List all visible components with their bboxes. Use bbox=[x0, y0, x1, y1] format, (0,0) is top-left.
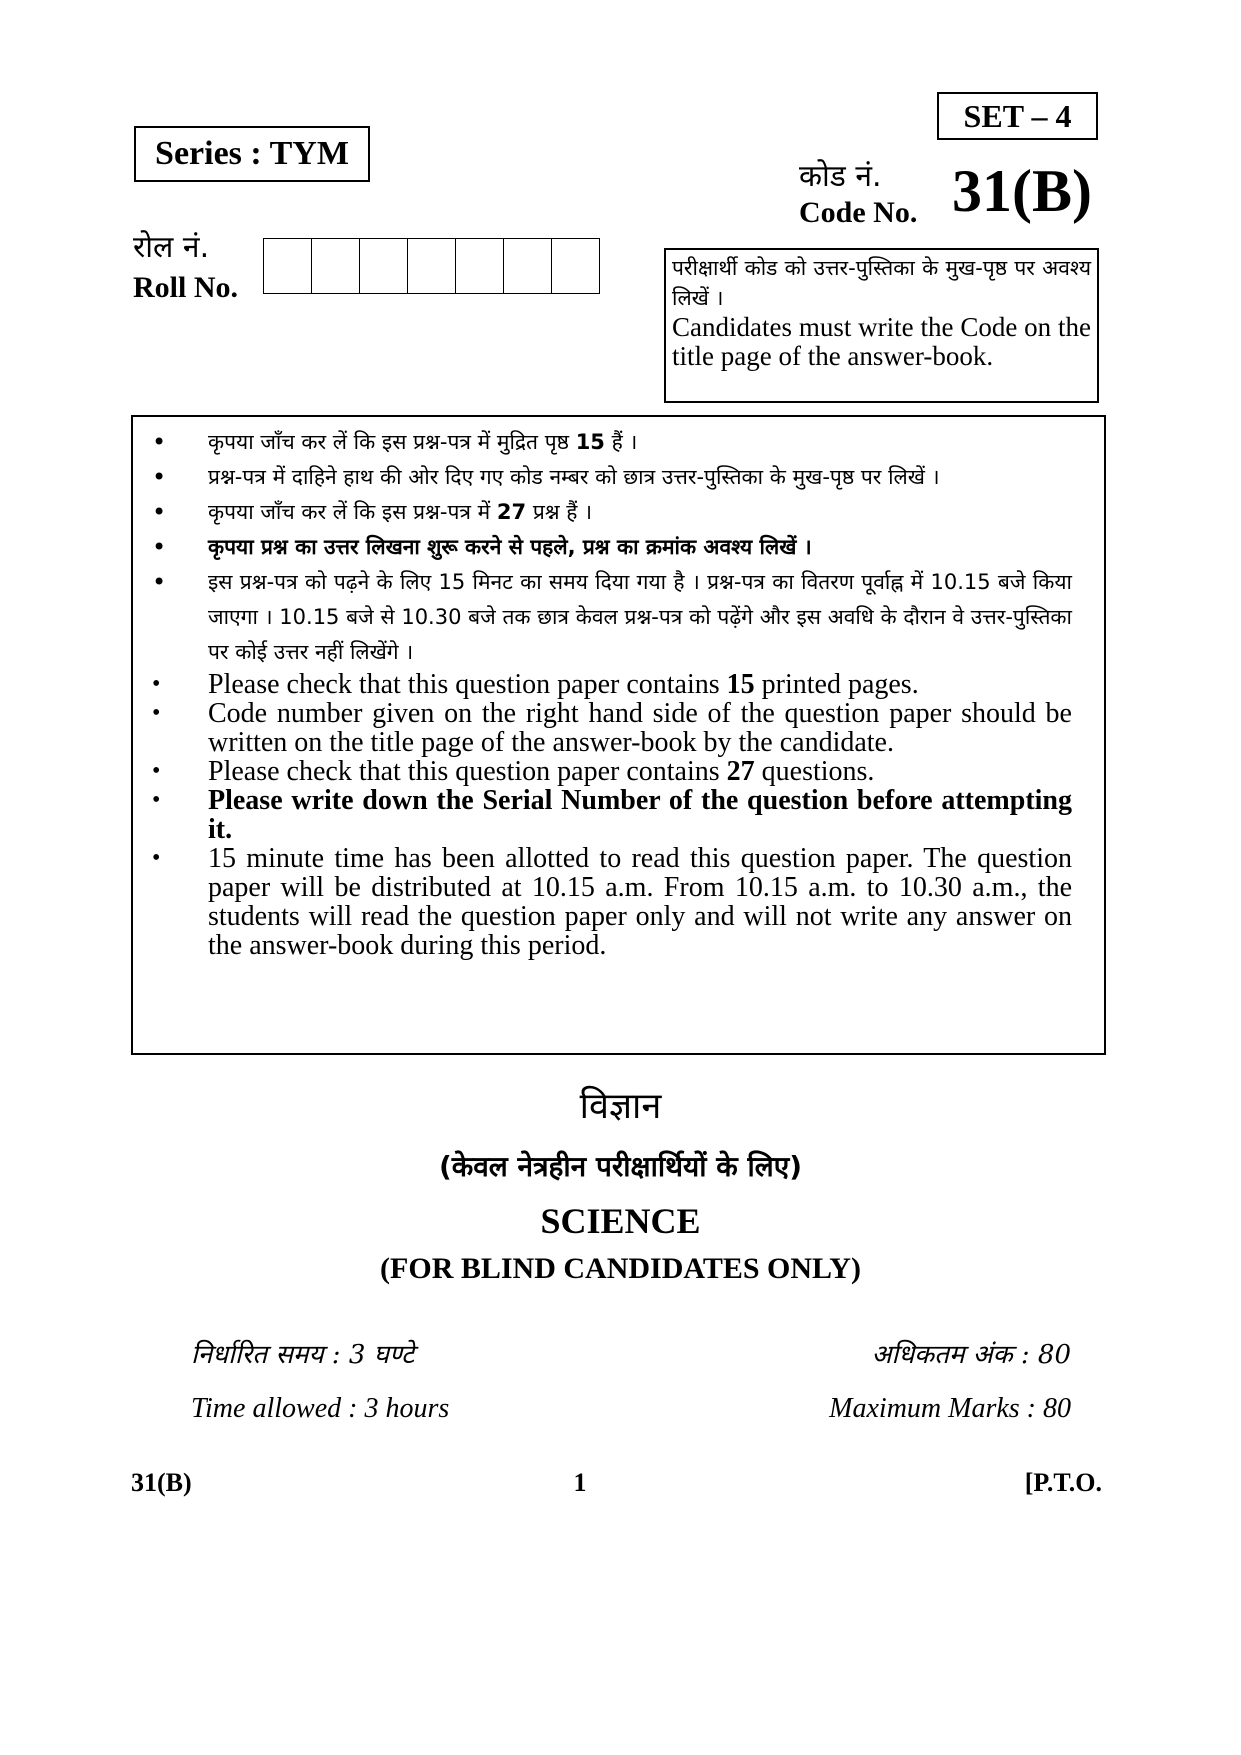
set-number: SET – 4 bbox=[937, 92, 1098, 140]
bullet-icon: • bbox=[152, 671, 161, 697]
instruction-text: Please check that this question paper contains bbox=[208, 756, 727, 787]
instruction-item bbox=[133, 699, 1104, 757]
bullet-icon: • bbox=[152, 498, 167, 526]
bullet-icon: • bbox=[152, 568, 167, 596]
instruction-item bbox=[133, 670, 1104, 699]
time-allowed-hindi: निर्धारित समय : 3 घण्टे bbox=[191, 1340, 415, 1370]
instruction-text: Code number given on the right hand side of the question paper should be written on the title page of the answer-book by the candidate. bbox=[208, 698, 1072, 758]
bullet-icon: • bbox=[152, 758, 161, 784]
roll-digit-box[interactable] bbox=[264, 239, 312, 293]
roll-digit-box[interactable] bbox=[360, 239, 408, 293]
subject-subtitle-hindi: (केवल नेत्रहीन परीक्षार्थियों के लिए) bbox=[438, 1150, 803, 1183]
candidate-note-hindi: परीक्षार्थी कोड को उत्तर-पुस्तिका के मुख-पृष्ठ पर अवश्य लिखें । bbox=[672, 256, 1091, 310]
candidate-note-english: Candidates must write the Code on the title page of the answer-book. bbox=[672, 312, 1091, 371]
bullet-icon: • bbox=[152, 463, 167, 491]
time-allowed-english: Time allowed : 3 hours bbox=[191, 1393, 450, 1424]
code-label-hindi: कोड नं. bbox=[799, 159, 882, 194]
instruction-text: कृपया जाँच कर लें कि इस प्रश्न-पत्र में मुद्रित पृष्ठ bbox=[208, 430, 576, 454]
series-label: Series : TYM bbox=[134, 126, 370, 182]
code-number: 31(B) bbox=[952, 158, 1092, 224]
bullet-icon: • bbox=[152, 787, 161, 813]
instruction-text: कृपया प्रश्न का उत्तर लिखना शुरू करने से पहले, प्रश्न का क्रमांक अवश्य लिखें । bbox=[208, 535, 812, 559]
instruction-text: printed pages. bbox=[754, 669, 919, 700]
roll-digit-box[interactable] bbox=[552, 239, 600, 293]
subject-title-english: SCIENCE bbox=[540, 1201, 701, 1241]
instruction-text: 15 bbox=[726, 669, 755, 700]
bullet-icon: • bbox=[152, 428, 167, 456]
max-marks-hindi: अधिकतम अंक : 80 bbox=[871, 1340, 1071, 1370]
instruction-text: Please write down the Serial Number of the question before attempting it. bbox=[208, 785, 1072, 845]
instruction-text: कृपया जाँच कर लें कि इस प्रश्न-पत्र में bbox=[208, 500, 497, 524]
page-number: 1 bbox=[573, 1468, 587, 1497]
instruction-item bbox=[133, 844, 1104, 960]
instruction-item bbox=[133, 495, 1104, 530]
instruction-text: Please check that this question paper contains bbox=[208, 669, 727, 700]
roll-digit-box[interactable] bbox=[408, 239, 456, 293]
instruction-text: प्रश्न हैं । bbox=[526, 500, 593, 524]
instruction-item bbox=[133, 757, 1104, 786]
instruction-item bbox=[133, 425, 1104, 460]
bullet-icon: • bbox=[152, 533, 167, 561]
instruction-item bbox=[133, 530, 1104, 565]
instruction-text: 27 bbox=[726, 756, 755, 787]
instruction-text: questions. bbox=[754, 756, 875, 787]
instruction-item bbox=[133, 565, 1104, 670]
instruction-text: हैं । bbox=[604, 430, 638, 454]
roll-digit-box[interactable] bbox=[504, 239, 552, 293]
instruction-item bbox=[133, 460, 1104, 495]
footer-code: 31(B) bbox=[131, 1468, 192, 1497]
instructions-list bbox=[133, 425, 1104, 960]
subject-title-hindi: विज्ञान bbox=[579, 1086, 662, 1127]
roll-digit-box[interactable] bbox=[312, 239, 360, 293]
instruction-text: 27 bbox=[496, 500, 527, 524]
bullet-icon: • bbox=[152, 700, 161, 726]
roll-label-english: Roll No. bbox=[133, 271, 238, 304]
pto-label: [P.T.O. bbox=[1024, 1468, 1102, 1497]
instructions-box bbox=[131, 415, 1106, 1055]
instruction-text: 15 bbox=[575, 430, 605, 454]
max-marks-english: Maximum Marks : 80 bbox=[829, 1393, 1071, 1424]
bullet-icon: • bbox=[152, 845, 161, 871]
roll-digit-box[interactable] bbox=[456, 239, 504, 293]
instruction-text: इस प्रश्न-पत्र को पढ़ने के लिए 15 मिनट का समय दिया गया है । प्रश्न-पत्र का वितरण पूर्वाह्न में 10.15 बजे किया जाएगा । 10.15 बजे से 10.30 बजे तक छात्र केवल प्रश्न-पत्र को पढ़ेंगे और इस अवधि के दौरान वे उत्तर-पुस्तिका पर कोई उत्तर नहीं लिखेंगे । bbox=[208, 570, 1072, 664]
subject-subtitle-english: (FOR BLIND CANDIDATES ONLY) bbox=[380, 1252, 861, 1285]
instruction-text: 15 minute time has been allotted to read this question paper. The question paper will be distributed at 10.15 a.m. From 10.15 a.m. to 10.30 a.m., the students will read the question paper only and will not write any answer on the answer-book during this period. bbox=[208, 843, 1072, 961]
roll-label-hindi: रोल नं. bbox=[133, 230, 210, 265]
code-label-english: Code No. bbox=[799, 196, 918, 229]
instruction-item bbox=[133, 786, 1104, 844]
instruction-text: प्रश्न-पत्र में दाहिने हाथ की ओर दिए गए कोड नम्बर को छात्र उत्तर-पुस्तिका के मुख-पृष्ठ पर लिखें । bbox=[208, 465, 940, 489]
candidate-code-note bbox=[664, 248, 1099, 403]
roll-number-boxes[interactable] bbox=[263, 238, 600, 294]
